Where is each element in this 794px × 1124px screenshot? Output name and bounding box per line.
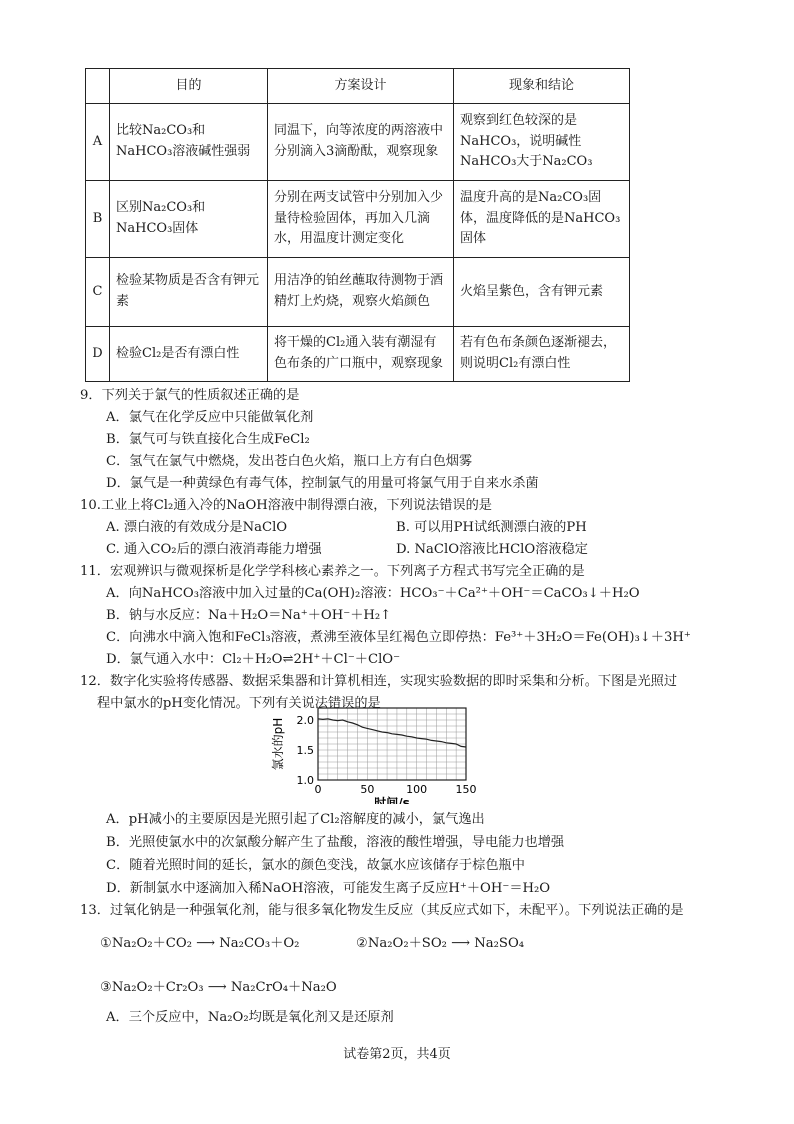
- row-label: A: [86, 104, 110, 181]
- x-tick-label: 150: [455, 783, 477, 796]
- design-cell: 用洁净的铂丝蘸取待测物于酒精灯上灼烧，观察火焰颜色: [268, 258, 454, 327]
- header-cell: 目的: [110, 69, 268, 104]
- goal-cell: 区别Na₂CO₃和NaHCO₃固体: [110, 181, 268, 258]
- q10-option-b: B. 可以用PH试纸测漂白液的PH: [396, 520, 587, 535]
- q13-option-a: A．三个反应中，Na₂O₂均既是氧化剂又是还原剂: [106, 1010, 394, 1025]
- design-cell: 分别在两支试管中分别加入少量待检验固体，再加入几滴水，用温度计测定变化: [268, 181, 454, 258]
- question-12-stem-line2: 程中氯水的pH变化情况。下列有关说法错误的是: [97, 696, 381, 711]
- q12-option-d: D．新制氯水中逐滴加入稀NaOH溶液，可能发生离子反应H⁺＋OH⁻＝H₂O: [106, 881, 551, 896]
- question-9-stem: 9．下列关于氯气的性质叙述正确的是: [80, 388, 300, 403]
- ph-chart-svg: [268, 700, 478, 804]
- q12-option-b: B．光照使氯水中的次氯酸分解产生了盐酸，溶液的酸性增强，导电能力也增强: [106, 835, 565, 850]
- reaction-1: ①Na₂O₂＋CO₂ ⟶ Na₂CO₃＋O₂: [100, 936, 300, 951]
- chart-grid: [318, 708, 466, 780]
- y-tick-label: 2.0: [296, 714, 314, 727]
- q10-option-a: A. 漂白液的有效成分是NaClO: [106, 520, 288, 535]
- reaction-2: ②Na₂O₂＋SO₂ ⟶ Na₂SO₄: [356, 936, 525, 951]
- question-10-stem: 10.工业上将Cl₂通入冷的NaOH溶液中制得漂白液，下列说法错误的是: [80, 498, 492, 513]
- table-row: [86, 327, 630, 382]
- q9-option-c: C．氢气在氯气中燃烧，发出苍白色火焰，瓶口上方有白色烟雾: [106, 454, 473, 469]
- goal-cell: 检验某物质是否含有钾元素: [110, 258, 268, 327]
- ph-series-line: [318, 719, 466, 747]
- q9-option-a: A．氯气在化学反应中只能做氧化剂: [106, 410, 314, 425]
- experiment-table: [85, 68, 630, 382]
- q10-option-c: C. 通入CO₂后的漂白液消毒能力增强: [106, 542, 322, 557]
- question-11-stem: 11．宏观辨识与微观探析是化学学科核心素养之一。下列离子方程式书写完全正确的是: [80, 564, 585, 579]
- reaction-3: ③Na₂O₂＋Cr₂O₃ ⟶ Na₂CrO₄＋Na₂O: [100, 980, 337, 995]
- design-cell: 同温下，向等浓度的两溶液中分别滴入3滴酚酞，观察现象: [268, 104, 454, 181]
- q11-option-b: B．钠与水反应：Na＋H₂O＝Na⁺＋OH⁻＋H₂↑: [106, 608, 392, 623]
- header-cell: [86, 69, 110, 104]
- table-row: [86, 104, 630, 181]
- goal-cell: 比较Na₂CO₃和NaHCO₃溶液碱性强弱: [110, 104, 268, 181]
- y-tick-label: 1.5: [296, 744, 314, 757]
- header-cell: 方案设计: [268, 69, 454, 104]
- row-label: C: [86, 258, 110, 327]
- q12-option-a: A．pH减小的主要原因是光照引起了Cl₂溶解度的减小，氯气逸出: [106, 812, 485, 827]
- y-axis-label: 氯水的pH: [271, 717, 285, 771]
- x-tick-label: 100: [406, 783, 428, 796]
- x-tick-label: 0: [314, 783, 322, 796]
- table-row: [86, 258, 630, 327]
- x-tick-label: 50: [360, 783, 375, 796]
- y-tick-labels: [297, 714, 315, 787]
- ph-chart: [268, 700, 478, 810]
- x-tick-labels: [315, 783, 477, 796]
- q11-option-c: C．向沸水中滴入饱和FeCl₃溶液，煮沸至液体呈红褐色立即停热：Fe³⁺＋3H₂O＝Fe(OH)₃↓＋3H⁺: [106, 630, 691, 645]
- row-label: B: [86, 181, 110, 258]
- result-cell: 温度升高的是Na₂CO₃固体，温度降低的是NaHCO₃固体: [454, 181, 630, 258]
- q9-option-b: B．氯气可与铁直接化合生成FeCl₂: [106, 432, 310, 447]
- q10-option-d: D. NaClO溶液比HClO溶液稳定: [396, 542, 588, 557]
- header-cell: 现象和结论: [454, 69, 630, 104]
- page-footer: 试卷第2页，共4页: [343, 1047, 451, 1062]
- q12-option-c: C．随着光照时间的延长，氯水的颜色变浅，故氯水应该储存于棕色瓶中: [106, 858, 525, 873]
- table-header-row: [86, 69, 630, 104]
- q11-option-d: D．氯气通入水中：Cl₂＋H₂O⇌2H⁺＋Cl⁻＋ClO⁻: [106, 652, 401, 667]
- question-13-stem: 13．过氧化钠是一种强氧化剂，能与很多氧化物发生反应（其反应式如下，未配平）。下列说法正确的是: [80, 903, 684, 918]
- y-tick-label: 1.0: [296, 774, 314, 787]
- question-12-stem-line1: 12．数字化实验将传感器、数据采集器和计算机相连，实现实验数据的即时采集和分析。下图是光照过: [80, 674, 678, 689]
- result-cell: 火焰呈紫色，含有钾元素: [454, 258, 630, 327]
- row-label: D: [86, 327, 110, 382]
- x-axis-label: 时间/s: [374, 796, 410, 804]
- q9-option-d: D．氯气是一种黄绿色有毒气体，控制氯气的用量可将氯气用于自来水杀菌: [106, 476, 539, 491]
- table-row: [86, 181, 630, 258]
- q11-option-a: A．向NaHCO₃溶液中加入过量的Ca(OH)₂溶液：HCO₃⁻＋Ca²⁺＋OH⁻＝CaCO₃↓＋H₂O: [106, 586, 640, 601]
- goal-cell: 检验Cl₂是否有漂白性: [110, 327, 268, 382]
- design-cell: 将干燥的Cl₂通入装有潮湿有色布条的广口瓶中，观察现象: [268, 327, 454, 382]
- result-cell: 观察到红色较深的是NaHCO₃，说明碱性NaHCO₃大于Na₂CO₃: [454, 104, 630, 181]
- result-cell: 若有色布条颜色逐渐褪去，则说明Cl₂有漂白性: [454, 327, 630, 382]
